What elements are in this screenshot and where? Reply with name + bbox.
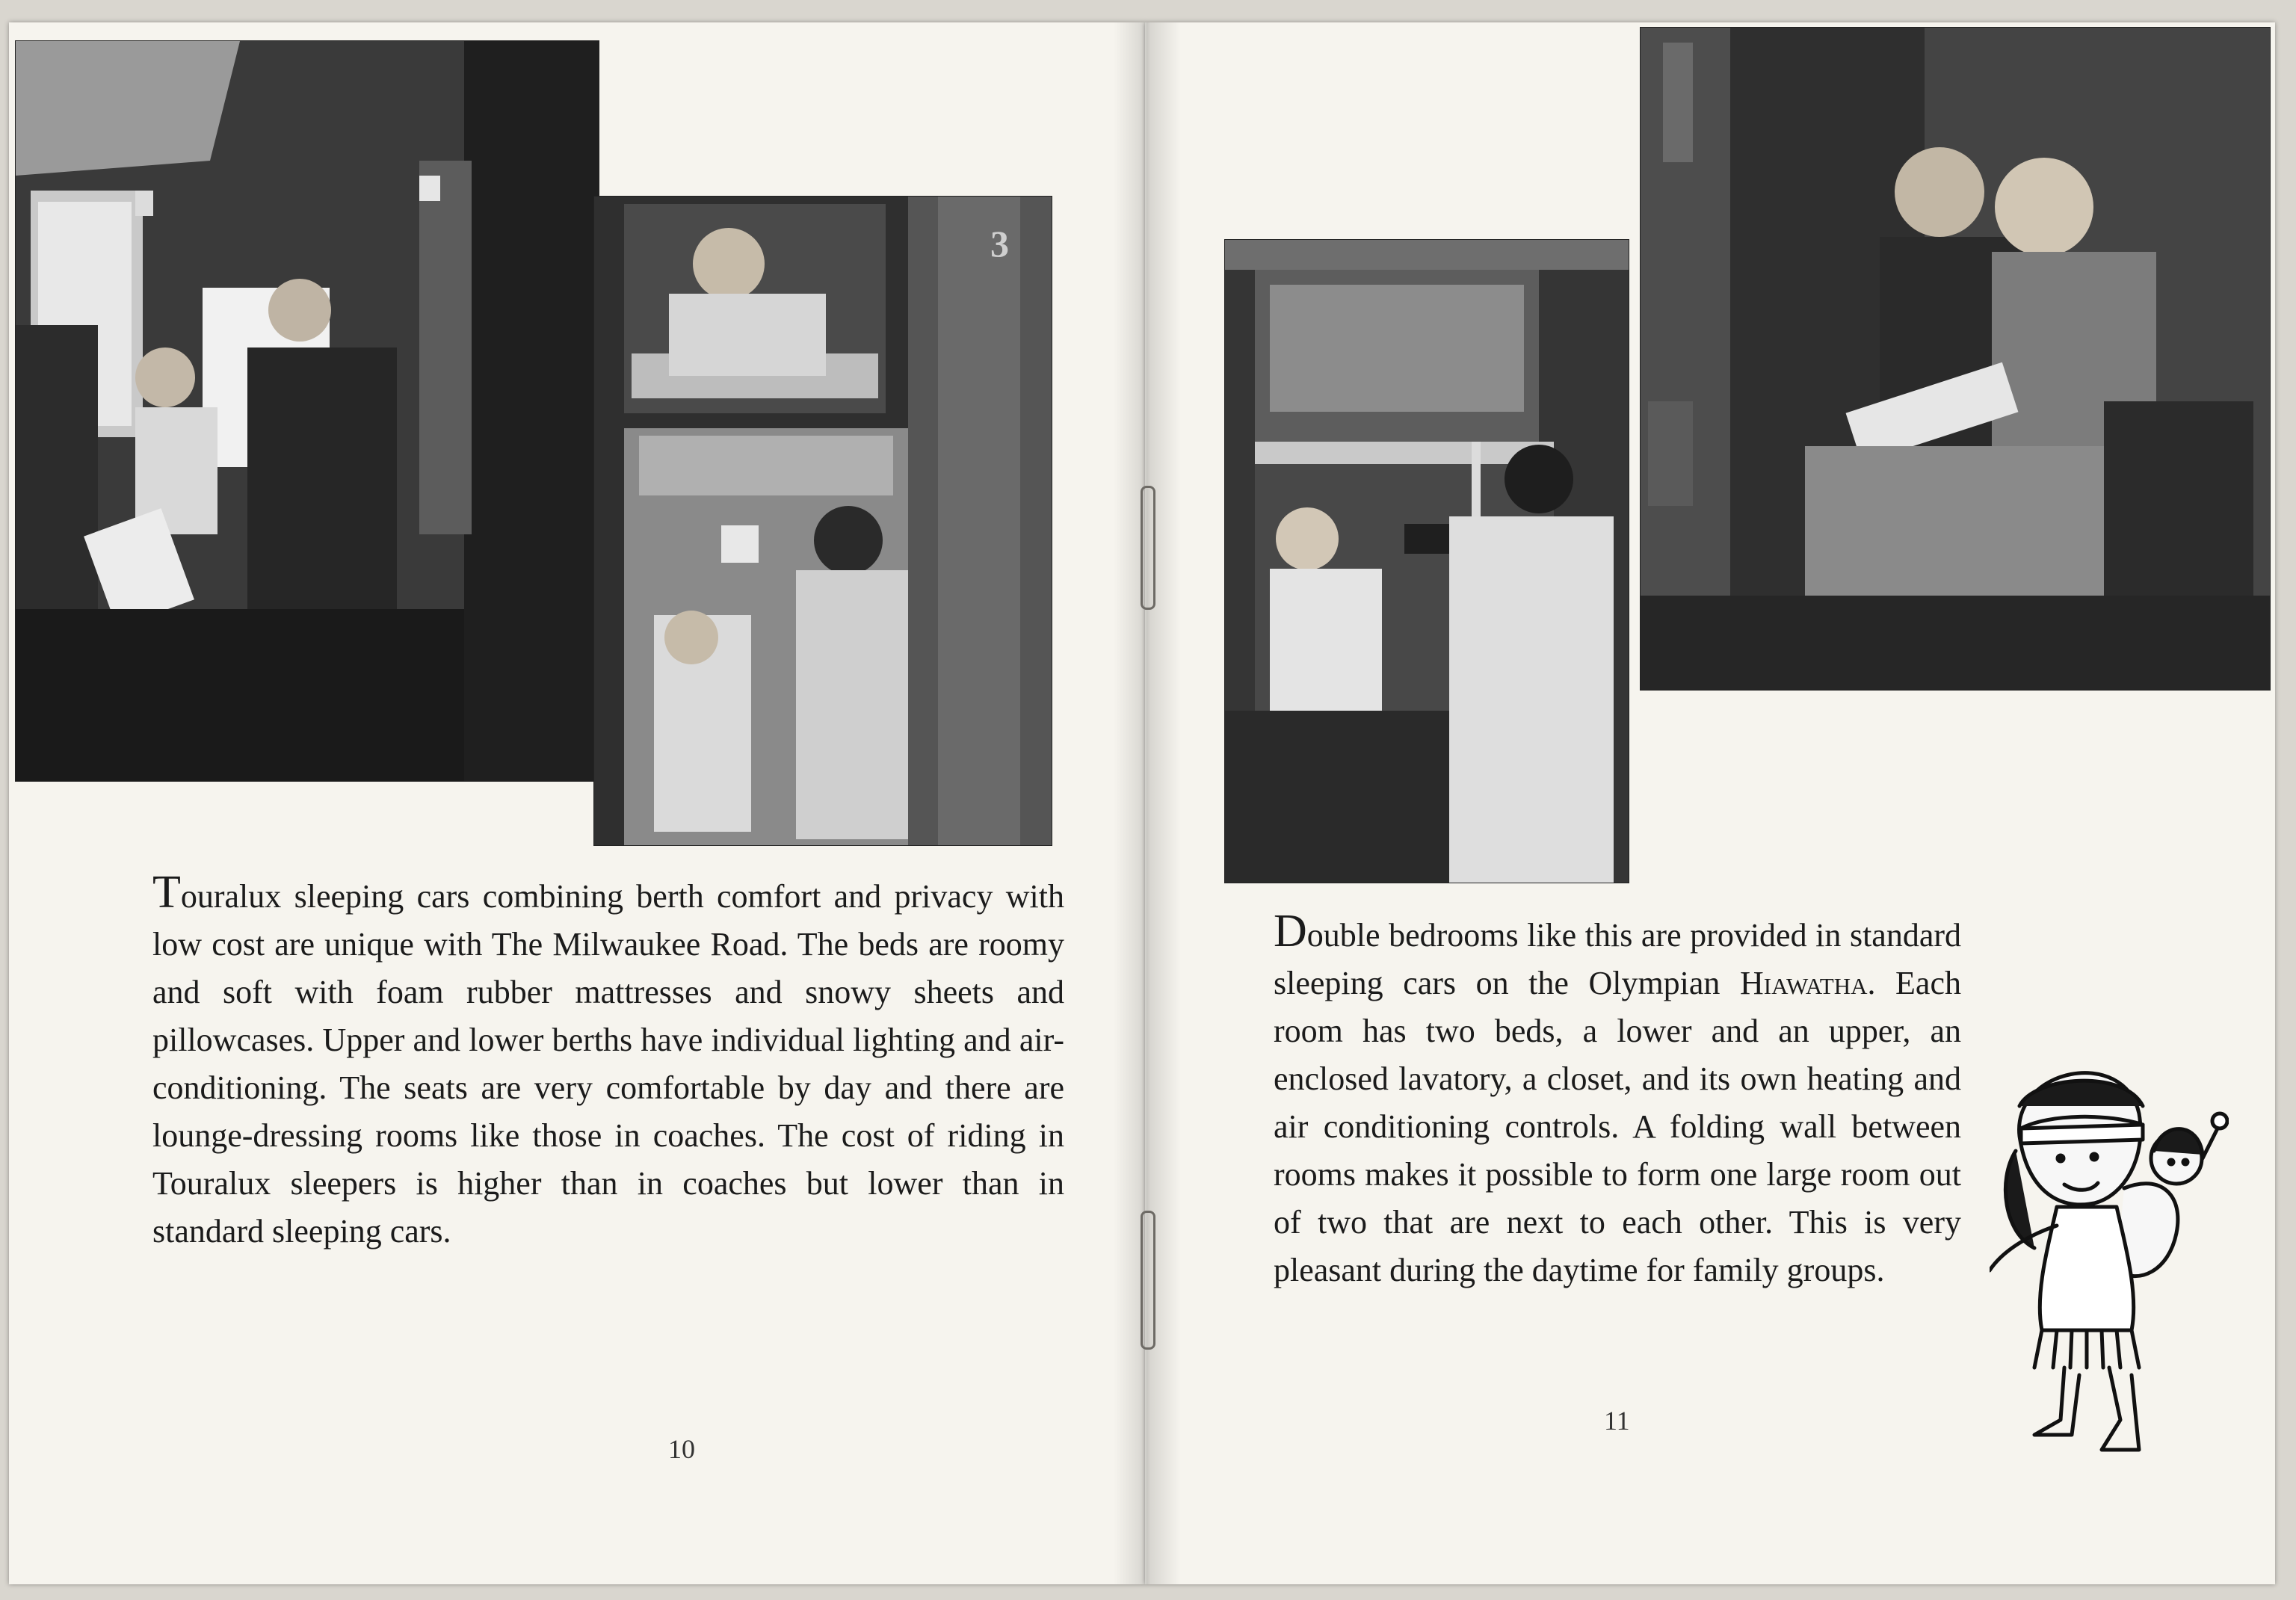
photo-double-bedroom-couple xyxy=(1640,27,2271,691)
right-page xyxy=(1145,22,2275,1584)
train-name: Hiawatha xyxy=(1740,965,1868,1001)
double-bedroom-couple-image xyxy=(1641,28,2270,690)
photo-touralux-berth xyxy=(593,196,1052,846)
photo-double-bedroom-berth xyxy=(1224,239,1629,883)
right-body-text xyxy=(1274,906,1961,1294)
left-page xyxy=(9,22,1145,1584)
hiawatha-mascot-illustration xyxy=(1990,1046,2229,1472)
left-body-text xyxy=(152,867,1064,1255)
berth-number-label: 3 xyxy=(990,223,1009,265)
left-dropcap: T xyxy=(152,867,181,918)
page-number-left: 10 xyxy=(668,1434,695,1464)
right-paragraph-part-2: . Each room has two beds, a lower and an upper, an enclosed lavatory, a closet, and its own heating and air conditioning controls. A folding wall between rooms makes it possible to form one large room out of two that are next to each other. This is very pleasant during the daytime for family groups. xyxy=(1274,965,1961,1288)
double-bedroom-berth-image xyxy=(1225,240,1629,883)
staple-bottom xyxy=(1141,1211,1155,1350)
right-dropcap: D xyxy=(1274,906,1307,957)
left-paragraph: ouralux sleeping cars combining berth comfort and privacy with low cost are unique with The Milwaukee Road. The beds are roomy and soft with foam rubber mattresses and snowy sheets and pillowcases. Upper and lower berths have individual lighting and air-conditioning. The seats are very comfortable by day and there are lounge-dressing rooms like those in coaches. The cost of riding in Touralux sleepers is higher than in coaches but lower than in standard sleeping cars. xyxy=(152,878,1064,1250)
photo-coach-seating xyxy=(15,40,599,782)
touralux-berth-image xyxy=(594,197,1052,845)
mascot-drawing xyxy=(1990,1046,2229,1472)
right-paragraph-part-1: ouble bedrooms like this are provided in standard sleeping cars on the Olympian xyxy=(1274,917,1961,1001)
staple-top xyxy=(1141,486,1155,610)
coach-seating-image xyxy=(16,41,599,781)
page-number-right: 11 xyxy=(1604,1406,1630,1436)
